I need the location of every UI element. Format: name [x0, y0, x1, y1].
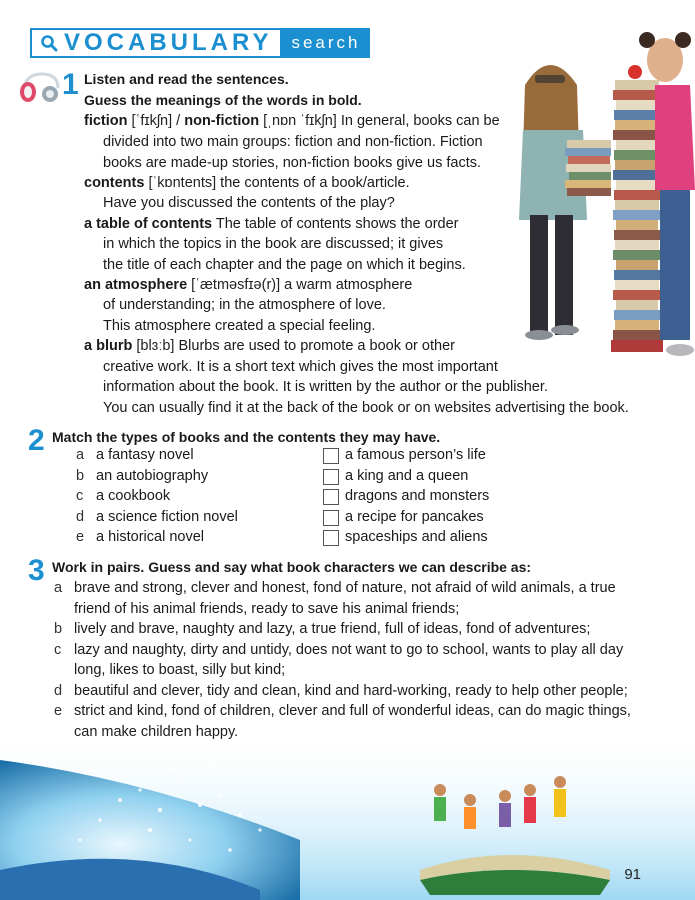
book-type-row: b an autobiography — [76, 468, 209, 484]
entry-table-line3: the title of each chapter and the page on which it begins. — [103, 257, 466, 273]
entry-atmosphere-line1 — [84, 275, 412, 295]
entry-blurb-line3: information about the book. It is written by the author or the publisher. — [103, 379, 548, 395]
entry-blurb-line4: You can usually find it at the back of the book or on websites advertising the book. — [103, 400, 629, 416]
book-type-text: a cookbook — [96, 488, 171, 504]
exercise1-instruction-2: Guess the meanings of the words in bold. — [84, 92, 362, 108]
book-content-text: a famous person’s life — [345, 447, 486, 463]
open-book-illustration — [0, 720, 695, 900]
vocabulary-title-box — [30, 28, 282, 58]
entry-atmosphere-line2: of understanding; in the atmosphere of love. — [103, 297, 386, 313]
exercise2-instruction: Match the types of books and the contents they may have. — [52, 429, 441, 445]
book-content-text: dragons and monsters — [345, 488, 490, 504]
book-content-text: a king and a queen — [345, 468, 469, 484]
term-atmosphere: an atmosphere — [84, 277, 188, 293]
vocabulary-title: VOCABULARY — [64, 29, 273, 56]
pron-non-fiction: [ˌnɒn ˈfɪkʃn] — [259, 113, 337, 129]
pron-contents: [ˈkɒntents] — [144, 175, 217, 191]
character-item-continued: long, likes to boast, silly but kind; — [74, 662, 286, 678]
character-item: e strict and kind, fond of children, clever and full of wonderful ideas, can do magic things, — [54, 703, 631, 719]
term-fiction: fiction — [84, 113, 128, 129]
match-checkbox[interactable] — [323, 489, 339, 505]
exercise3-instruction: Work in pairs. Guess and say what book characters we can describe as: — [52, 559, 532, 575]
exercise-number-2: 2 — [28, 424, 45, 457]
match-checkbox[interactable] — [323, 530, 339, 546]
search-label: search — [281, 28, 370, 58]
girls-with-books-photo — [505, 30, 695, 370]
definition-blurb-start: Blurbs are used to promote a book or other — [174, 338, 455, 354]
entry-fiction-line3: books are made-up stories, non-fiction books give us facts. — [103, 155, 481, 171]
book-type-row: a a fantasy novel — [76, 447, 194, 463]
match-checkbox[interactable] — [323, 448, 339, 464]
book-type-text: an autobiography — [96, 468, 209, 484]
character-item-continued: friend of his animal friends, ready to save his animal friends; — [74, 601, 460, 617]
definition-table-start: The table of contents shows the order — [212, 216, 459, 232]
term-table-of-contents: a table of contents — [84, 216, 213, 232]
entry-blurb-line1 — [84, 336, 455, 356]
book-type-row: c a cookbook — [76, 488, 171, 504]
match-checkbox[interactable] — [323, 510, 339, 526]
entry-table-line1 — [84, 214, 459, 234]
book-type-row: e a historical novel — [76, 529, 204, 545]
character-item: a brave and strong, clever and honest, fond of nature, not afraid of wild animals, a true — [54, 580, 616, 596]
entry-fiction-line1 — [84, 111, 500, 131]
definition-fiction-start: In general, books can be — [336, 113, 500, 129]
term-contents: contents — [84, 175, 145, 191]
character-item: d beautiful and clever, tidy and clean, kind and hard-working, ready to help other people; — [54, 683, 628, 699]
book-type-text: a science fiction novel — [96, 509, 238, 525]
pron-atmosphere: [ˈætməsfɪə(r)] — [187, 277, 281, 293]
pron-blurb: [blɜːb] — [132, 338, 175, 354]
term-blurb: a blurb — [84, 338, 133, 354]
vocabulary-header — [30, 28, 370, 58]
book-content-text: a recipe for pancakes — [345, 509, 484, 525]
entry-contents-line1 — [84, 173, 410, 193]
book-stack-small — [565, 140, 611, 196]
exercise-number-1: 1 — [62, 68, 79, 101]
entry-atmosphere-line3: This atmosphere created a special feeling. — [103, 318, 376, 334]
entry-table-line2: in which the topics in the book are discussed; it gives — [103, 236, 444, 252]
match-checkbox[interactable] — [323, 469, 339, 485]
page-number: 91 — [624, 866, 641, 883]
book-content-text: spaceships and aliens — [345, 529, 488, 545]
pron-fiction: [ˈfɪkʃn] / — [127, 113, 185, 129]
exercise1-instruction-1: Listen and read the sentences. — [84, 71, 289, 87]
entry-blurb-line2: creative work. It is a short text which gives the most important — [103, 359, 498, 375]
book-type-text: a fantasy novel — [96, 447, 194, 463]
character-item: b lively and brave, naughty and lazy, a true friend, full of ideas, fond of adventures; — [54, 621, 591, 637]
book-type-row: d a science fiction novel — [76, 509, 238, 525]
term-non-fiction: non-fiction — [184, 113, 260, 129]
definition-atmosphere-start: a warm atmosphere — [280, 277, 413, 293]
entry-contents-line2: Have you discussed the contents of the play? — [103, 195, 395, 211]
character-item: c lazy and naughty, dirty and untidy, does not want to go to school, wants to play all day — [54, 642, 624, 658]
headphones-icon — [18, 70, 66, 106]
definition-contents-start: the contents of a book/article. — [216, 175, 410, 191]
magnifier-icon — [38, 32, 60, 54]
entry-fiction-line2: divided into two main groups: fiction and non-fiction. Fiction — [103, 134, 483, 150]
exercise-number-3: 3 — [28, 554, 45, 587]
book-type-text: a historical novel — [96, 529, 204, 545]
